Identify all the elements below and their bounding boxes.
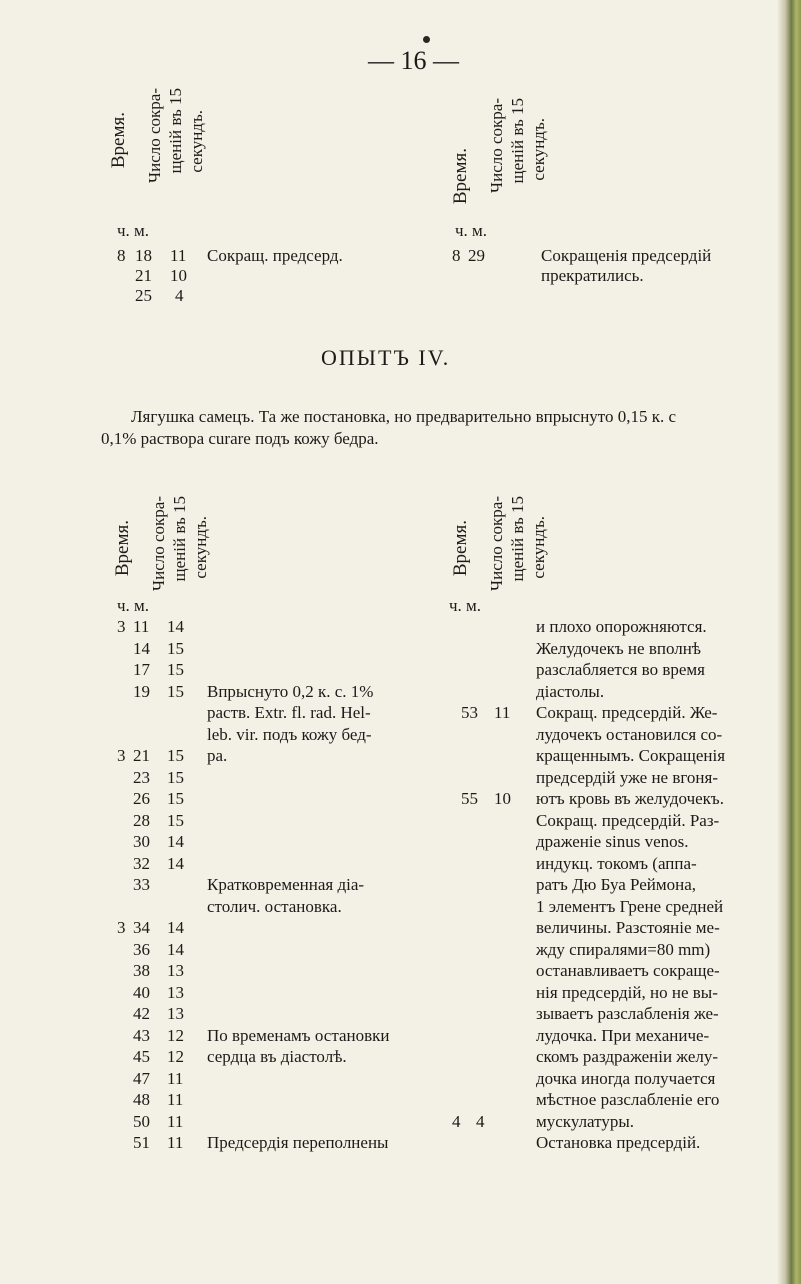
- contraction-count: 14: [167, 918, 184, 937]
- right-note-line: зываетъ разслабленія же-: [536, 1004, 719, 1023]
- time-minute: 33: [133, 875, 150, 894]
- contraction-count: 10: [494, 789, 511, 808]
- middle-note-2-line2: столич. остановка.: [207, 897, 342, 916]
- header-count-main-right-line2: щеній въ 15: [508, 496, 527, 582]
- time-minute: 38: [133, 961, 150, 980]
- contraction-count: 14: [167, 940, 184, 959]
- time-minute: 14: [133, 639, 150, 658]
- time-minute: 25: [135, 286, 152, 305]
- right-note-line: Сокращ. предсердій. Раз-: [536, 811, 720, 830]
- experiment-paragraph-line1: Лягушка самецъ. Та же постановка, но предварительно впрыснуто 0,15 к. с: [131, 407, 677, 426]
- header-time-main-right: Время.: [450, 520, 471, 577]
- contraction-count: 11: [167, 1069, 184, 1088]
- time-minute: 17: [133, 660, 150, 679]
- contraction-count: 4: [175, 286, 184, 305]
- time-minute: 21: [133, 746, 150, 765]
- time-hour: 3: [117, 746, 126, 765]
- time-minute: 19: [133, 682, 150, 701]
- right-note-line: драженіе sinus venos.: [536, 832, 689, 851]
- right-note-line: разслабляется во время: [536, 660, 705, 679]
- time-minute: 55: [461, 789, 478, 808]
- header-count-main-left-line3: секундъ.: [191, 516, 210, 579]
- contraction-count: 13: [167, 1004, 184, 1023]
- contraction-count: 4: [476, 1112, 485, 1131]
- page-edge-decoration: [777, 0, 801, 1284]
- page-number: — 16 —: [368, 46, 459, 75]
- experiment-title: ОПЫТЪ IV.: [321, 345, 451, 370]
- time-minute: 53: [461, 703, 478, 722]
- header-count-main-right-line3: секундъ.: [529, 516, 548, 579]
- time-minute: 43: [133, 1026, 150, 1045]
- unit-label-top-left: ч. м.: [117, 221, 150, 240]
- contraction-count: 10: [170, 266, 187, 285]
- time-minute: 18: [135, 246, 152, 265]
- middle-note-2-line1: Кратковременная діа-: [207, 875, 365, 894]
- time-hour: 3: [117, 918, 126, 937]
- contraction-count: 11: [167, 1090, 184, 1109]
- time-minute: 4: [452, 1112, 461, 1131]
- right-note-line: мускулатуры.: [536, 1112, 635, 1131]
- contraction-count: 15: [167, 639, 184, 658]
- header-count-top-left-line3: секундъ.: [187, 110, 206, 173]
- contraction-count: 15: [167, 811, 184, 830]
- time-hour: 3: [117, 617, 126, 636]
- contraction-count: 12: [167, 1026, 184, 1045]
- time-minute: 23: [133, 768, 150, 787]
- contraction-count: 13: [167, 961, 184, 980]
- contraction-count: 15: [167, 768, 184, 787]
- time-minute: 48: [133, 1090, 150, 1109]
- right-note-line: лудочка. При механиче-: [536, 1026, 710, 1045]
- header-time-main-left: Время.: [112, 520, 133, 577]
- right-note-line: дочка иногда получается: [536, 1069, 716, 1088]
- time-minute: 36: [133, 940, 150, 959]
- header-count-main-left-line2: щеній въ 15: [170, 496, 189, 582]
- time-minute: 47: [133, 1069, 150, 1088]
- right-note-line: ютъ кровь въ желудочекъ.: [536, 789, 724, 808]
- contraction-count: 15: [167, 660, 184, 679]
- experiment-paragraph-line2: 0,1% раствора curare подъ кожу бедра.: [101, 429, 379, 448]
- middle-note-3-line1: По временамъ остановки: [207, 1026, 390, 1045]
- row-note-line1: Сокращенія предсердій: [541, 246, 712, 265]
- middle-note-1-line3: leb. vir. подъ кожу бед-: [207, 725, 372, 744]
- header-count-top-right-line1: Число сокра-: [487, 98, 506, 193]
- time-hour: 8: [452, 246, 461, 265]
- middle-note-4-line1: Предсердія переполнены: [207, 1133, 389, 1152]
- right-note-line: кращеннымъ. Сокращенія: [536, 746, 726, 765]
- unit-label-main-left: ч. м.: [117, 596, 150, 615]
- contraction-count: 15: [167, 789, 184, 808]
- right-note-line: индукц. токомъ (аппа-: [536, 854, 697, 873]
- right-note-line: мѣстное разслабленіе его: [536, 1090, 720, 1109]
- time-hour: 8: [117, 246, 126, 265]
- right-note-line: лудочекъ остановился со-: [536, 725, 723, 744]
- time-minute: 29: [468, 246, 485, 265]
- header-count-main-right-line1: Число сокра-: [487, 496, 506, 591]
- header-count-top-left-line1: Число сокра-: [145, 88, 164, 183]
- right-note-line: предсердій уже не вгоня-: [536, 768, 719, 787]
- contraction-count: 11: [494, 703, 511, 722]
- header-count-top-right-line2: щеній въ 15: [508, 98, 527, 184]
- contraction-count: 15: [167, 682, 184, 701]
- contraction-count: 14: [167, 617, 184, 636]
- time-minute: 51: [133, 1133, 150, 1152]
- time-minute: 28: [133, 811, 150, 830]
- right-note-line: нія предсердій, но не вы-: [536, 983, 718, 1002]
- header-count-top-left-line2: щеній въ 15: [166, 88, 185, 174]
- time-minute: 21: [135, 266, 152, 285]
- time-minute: 40: [133, 983, 150, 1002]
- right-note-line: Сокращ. предсердій. Же-: [536, 703, 718, 722]
- contraction-count: 14: [167, 832, 184, 851]
- time-minute: 45: [133, 1047, 150, 1066]
- contraction-count: 14: [167, 854, 184, 873]
- middle-note-3-line2: сердца въ діастолѣ.: [207, 1047, 347, 1066]
- contraction-count: 15: [167, 746, 184, 765]
- time-minute: 26: [133, 789, 150, 808]
- header-count-main-left-line1: Число сокра-: [149, 496, 168, 591]
- unit-label-main-right: ч. м.: [449, 596, 482, 615]
- contraction-count: 11: [170, 246, 187, 265]
- right-note-line: Желудочекъ не вполнѣ: [536, 639, 702, 658]
- time-minute: 11: [133, 617, 150, 636]
- time-minute: 42: [133, 1004, 150, 1023]
- right-note-line: Остановка предсердій.: [536, 1133, 701, 1152]
- right-note-line: и плохо опорожняются.: [536, 617, 707, 636]
- right-note-line: жду спиралями=80 mm): [536, 940, 711, 959]
- right-note-line: діастолы.: [536, 682, 605, 701]
- unit-label-top-right: ч. м.: [455, 221, 488, 240]
- contraction-count: 11: [167, 1133, 184, 1152]
- time-minute: 50: [133, 1112, 150, 1131]
- right-note-line: останавливаетъ сокраще-: [536, 961, 720, 980]
- time-minute: 34: [133, 918, 150, 937]
- header-time-top-right: Время.: [450, 148, 471, 205]
- right-note-line: величины. Разстояніе ме-: [536, 918, 720, 937]
- header-count-top-right-line3: секундъ.: [529, 118, 548, 181]
- row-note-line2: прекратились.: [541, 266, 644, 285]
- contraction-count: 11: [167, 1112, 184, 1131]
- contraction-count: 13: [167, 983, 184, 1002]
- ink-dot: [423, 36, 430, 43]
- middle-note-1-line2: раств. Extr. fl. rad. Hel-: [207, 703, 371, 722]
- header-time-top-left: Время.: [108, 112, 129, 169]
- time-minute: 32: [133, 854, 150, 873]
- right-note-line: ратъ Дю Буа Реймона,: [536, 875, 697, 894]
- right-note-line: скомъ раздраженіи желу-: [536, 1047, 719, 1066]
- right-note-line: 1 элементъ Грене средней: [536, 897, 724, 916]
- row-note: Сокращ. предсерд.: [207, 246, 343, 265]
- time-minute: 30: [133, 832, 150, 851]
- middle-note-1-line4: ра.: [207, 746, 228, 765]
- middle-note-1-line1: Впрыснуто 0,2 к. с. 1%: [207, 682, 374, 701]
- contraction-count: 12: [167, 1047, 184, 1066]
